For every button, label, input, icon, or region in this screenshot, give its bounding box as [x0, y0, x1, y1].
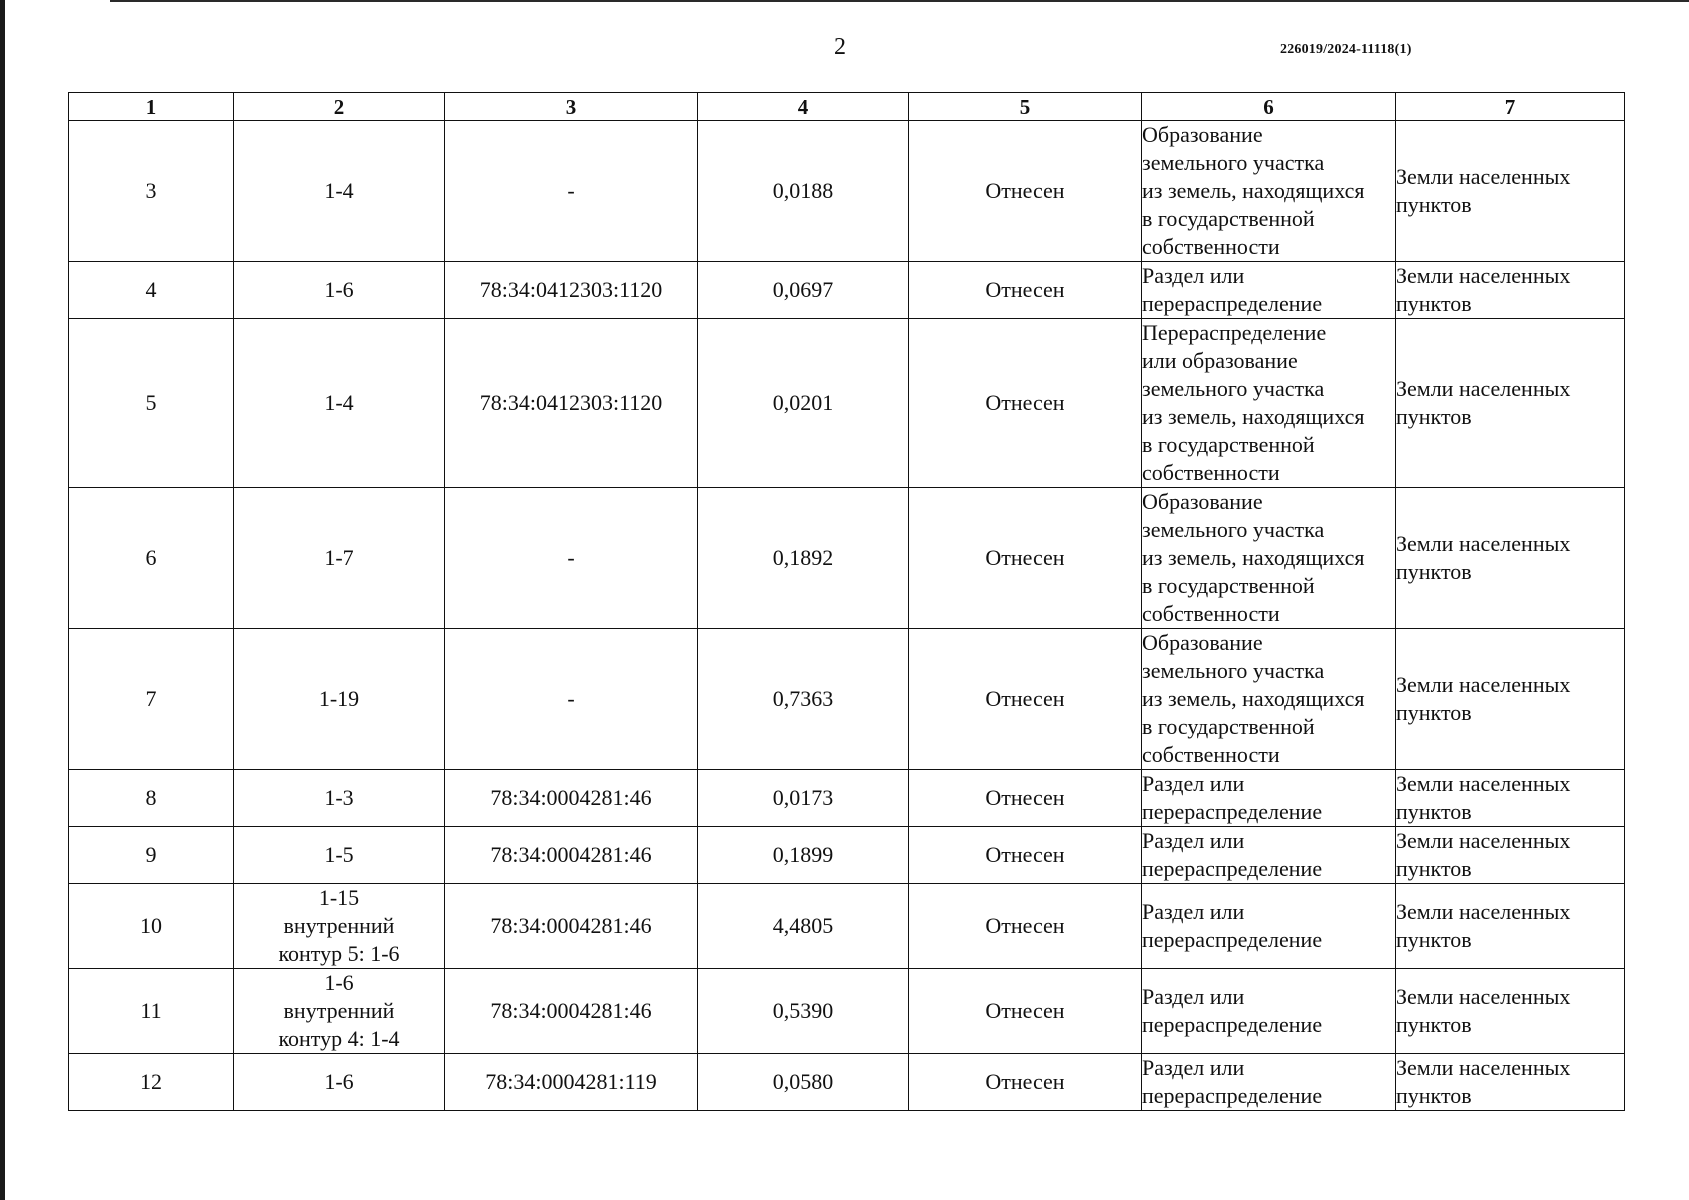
formation-method-cell: Раздел или перераспределение	[1142, 969, 1396, 1054]
land-plot-table	[68, 92, 1625, 1111]
status-cell: Отнесен	[909, 262, 1142, 319]
formation-method-cell: Раздел или перераспределение	[1142, 884, 1396, 969]
row-number-cell: 6	[69, 488, 234, 629]
status-cell: Отнесен	[909, 121, 1142, 262]
formation-method-cell: Раздел или перераспределение	[1142, 770, 1396, 827]
land-category-cell: Земли населенных пунктов	[1396, 1054, 1625, 1111]
land-category-cell: Земли населенных пунктов	[1396, 770, 1625, 827]
cadastral-number-cell: 78:34:0412303:1120	[445, 319, 698, 488]
status-cell: Отнесен	[909, 884, 1142, 969]
land-category-cell: Земли населенных пунктов	[1396, 884, 1625, 969]
table-row	[69, 121, 1625, 262]
land-category-cell: Земли населенных пунктов	[1396, 629, 1625, 770]
contour-points-cell: 1-6	[234, 1054, 445, 1111]
area-cell: 0,7363	[698, 629, 909, 770]
table-header-row	[69, 93, 1625, 121]
table-row	[69, 488, 1625, 629]
cadastral-number-cell: -	[445, 121, 698, 262]
land-category-cell: Земли населенных пунктов	[1396, 121, 1625, 262]
land-category-cell: Земли населенных пунктов	[1396, 827, 1625, 884]
area-cell: 0,0201	[698, 319, 909, 488]
formation-method-cell: Образование земельного участка из земель, находящихся в государственной собственности	[1142, 488, 1396, 629]
cadastral-number-cell: -	[445, 629, 698, 770]
column-header-6: 6	[1142, 93, 1396, 121]
formation-method-cell: Образование земельного участка из земель, находящихся в государственной собственности	[1142, 629, 1396, 770]
contour-points-cell: 1-4	[234, 121, 445, 262]
table-row	[69, 969, 1625, 1054]
row-number-cell: 9	[69, 827, 234, 884]
column-header-7: 7	[1396, 93, 1625, 121]
area-cell: 0,0173	[698, 770, 909, 827]
page-number: 2	[834, 34, 846, 60]
row-number-cell: 7	[69, 629, 234, 770]
row-number-cell: 8	[69, 770, 234, 827]
status-cell: Отнесен	[909, 629, 1142, 770]
area-cell: 0,1899	[698, 827, 909, 884]
land-category-cell: Земли населенных пунктов	[1396, 488, 1625, 629]
land-category-cell: Земли населенных пунктов	[1396, 262, 1625, 319]
contour-points-cell: 1-6 внутренний контур 4: 1-4	[234, 969, 445, 1054]
formation-method-cell: Образование земельного участка из земель, находящихся в государственной собственности	[1142, 121, 1396, 262]
table-row	[69, 319, 1625, 488]
contour-points-cell: 1-19	[234, 629, 445, 770]
formation-method-cell: Раздел или перераспределение	[1142, 827, 1396, 884]
column-header-1: 1	[69, 93, 234, 121]
land-category-cell: Земли населенных пунктов	[1396, 319, 1625, 488]
column-header-5: 5	[909, 93, 1142, 121]
cadastral-number-cell: 78:34:0004281:46	[445, 770, 698, 827]
land-category-cell: Земли населенных пунктов	[1396, 969, 1625, 1054]
cadastral-number-cell: -	[445, 488, 698, 629]
contour-points-cell: 1-4	[234, 319, 445, 488]
table-row	[69, 629, 1625, 770]
area-cell: 0,5390	[698, 969, 909, 1054]
contour-points-cell: 1-6	[234, 262, 445, 319]
row-number-cell: 5	[69, 319, 234, 488]
column-header-3: 3	[445, 93, 698, 121]
status-cell: Отнесен	[909, 319, 1142, 488]
row-number-cell: 11	[69, 969, 234, 1054]
area-cell: 0,0188	[698, 121, 909, 262]
table-row	[69, 1054, 1625, 1111]
status-cell: Отнесен	[909, 770, 1142, 827]
contour-points-cell: 1-7	[234, 488, 445, 629]
contour-points-cell: 1-5	[234, 827, 445, 884]
contour-points-cell: 1-15 внутренний контур 5: 1-6	[234, 884, 445, 969]
status-cell: Отнесен	[909, 969, 1142, 1054]
cadastral-number-cell: 78:34:0004281:46	[445, 827, 698, 884]
table-row	[69, 827, 1625, 884]
cadastral-number-cell: 78:34:0004281:46	[445, 969, 698, 1054]
column-header-2: 2	[234, 93, 445, 121]
status-cell: Отнесен	[909, 488, 1142, 629]
contour-points-cell: 1-3	[234, 770, 445, 827]
table-row	[69, 884, 1625, 969]
cadastral-number-cell: 78:34:0004281:46	[445, 884, 698, 969]
area-cell: 0,0697	[698, 262, 909, 319]
table-row	[69, 262, 1625, 319]
status-cell: Отнесен	[909, 827, 1142, 884]
area-cell: 4,4805	[698, 884, 909, 969]
row-number-cell: 4	[69, 262, 234, 319]
area-cell: 0,0580	[698, 1054, 909, 1111]
formation-method-cell: Перераспределение или образование земельного участка из земель, находящихся в государственной собственности	[1142, 319, 1396, 488]
column-header-4: 4	[698, 93, 909, 121]
cadastral-number-cell: 78:34:0004281:119	[445, 1054, 698, 1111]
document-number: 226019/2024-11118(1)	[1280, 42, 1412, 57]
area-cell: 0,1892	[698, 488, 909, 629]
status-cell: Отнесен	[909, 1054, 1142, 1111]
row-number-cell: 12	[69, 1054, 234, 1111]
formation-method-cell: Раздел или перераспределение	[1142, 262, 1396, 319]
scan-top-edge	[110, 0, 1689, 2]
table-row	[69, 770, 1625, 827]
scan-left-edge	[0, 0, 5, 1200]
row-number-cell: 10	[69, 884, 234, 969]
row-number-cell: 3	[69, 121, 234, 262]
formation-method-cell: Раздел или перераспределение	[1142, 1054, 1396, 1111]
cadastral-number-cell: 78:34:0412303:1120	[445, 262, 698, 319]
